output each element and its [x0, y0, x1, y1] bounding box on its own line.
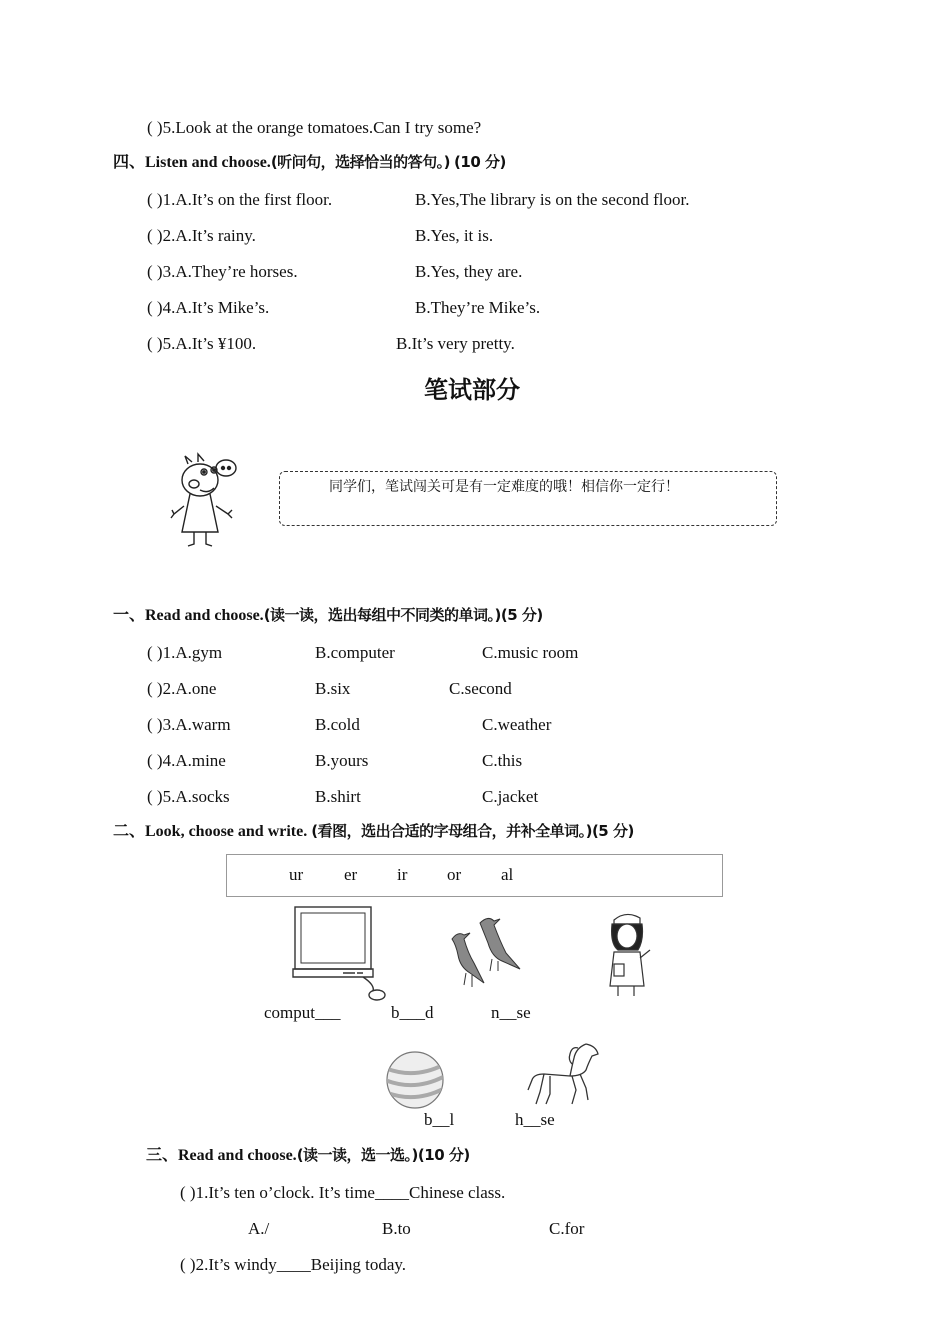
letter-choice: al — [501, 865, 514, 884]
pig-mascot-picture — [170, 454, 242, 548]
part1-heading-cn: (读一读，选出每组中不同类的单词。) — [263, 606, 501, 624]
written-part-title: 笔试部分 — [424, 376, 520, 404]
part1-q1-c: C.music room — [482, 643, 579, 662]
letter-choice: ur — [289, 865, 304, 884]
part3-heading-cn: (读一读，选一选。) — [296, 1146, 418, 1164]
section4-q4-b: B.They’re Mike’s. — [415, 298, 541, 317]
horse-picture — [526, 1040, 602, 1108]
part1-q3-b: B.cold — [315, 715, 360, 734]
word-horse-blank: h__se — [515, 1110, 555, 1129]
word-nurse-blank: n__se — [491, 1003, 531, 1022]
part1-points: (5 分) — [500, 606, 543, 624]
computer-picture — [293, 905, 393, 1003]
word-ball-blank: b__l — [424, 1110, 455, 1129]
part1-q5-b: B.shirt — [315, 787, 361, 806]
part3-q1-option-c: C.for — [549, 1219, 585, 1238]
section4-q5-b: B.It’s very pretty. — [396, 334, 515, 353]
section4-heading — [113, 155, 506, 171]
section4-q2-b: B.Yes, it is. — [415, 226, 494, 245]
tip-box — [279, 471, 777, 526]
part1-q3-a: ( )3.A.warm — [147, 715, 231, 734]
part1-q1-b: B.computer — [315, 643, 395, 662]
section4-points: (10 分) — [454, 153, 506, 171]
section4-heading-en: 四、Listen and choose. — [113, 154, 271, 171]
part1-q4-c: C.this — [482, 751, 523, 770]
part3-q2: ( )2.It’s windy____Beijing today. — [180, 1255, 407, 1274]
part1-q2-a: ( )2.A.one — [147, 679, 217, 698]
part1-q1-a: ( )1.A.gym — [147, 643, 223, 662]
part1-q5-c: C.jacket — [482, 787, 539, 806]
part3-q1: ( )1.It’s ten o’clock. It’s time____Chinese class. — [180, 1183, 506, 1202]
letter-choice: er — [344, 865, 358, 884]
letter-choice: ir — [397, 865, 408, 884]
word-computer-blank: comput___ — [264, 1003, 341, 1022]
part3-heading — [146, 1148, 470, 1164]
letter-choices-box — [226, 854, 723, 897]
part3-points: (10 分) — [417, 1146, 470, 1164]
section4-q4: ( )4.A.It’s Mike’s. — [147, 298, 270, 317]
letter-choice: or — [447, 865, 462, 884]
part3-q1-option-a: A./ — [248, 1219, 270, 1238]
part1-q3-c: C.weather — [482, 715, 552, 734]
tip-text: 同学们，笔试闯关可是有一定难度的哦！相信你一定行！ — [329, 479, 679, 495]
ball-picture — [385, 1050, 445, 1110]
listening-q5: ( )5.Look at the orange tomatoes.Can I try some? — [147, 118, 482, 137]
part2-heading-en: 二、Look, choose and write. — [113, 823, 308, 840]
part3-q1-option-b: B.to — [382, 1219, 411, 1238]
section4-q2: ( )2.A.It’s rainy. — [147, 226, 256, 245]
part2-heading — [113, 824, 634, 840]
birds-picture — [442, 913, 530, 993]
section4-q3: ( )3.A.They’re horses. — [147, 262, 298, 281]
section4-q1-b: B.Yes,The library is on the second floor. — [415, 190, 690, 209]
part1-heading — [113, 608, 543, 624]
part1-heading-en: 一、Read and choose. — [113, 607, 264, 624]
nurse-picture — [604, 910, 656, 998]
section4-q5: ( )5.A.It’s ¥100. — [147, 334, 257, 353]
section4-heading-cn: (听问句，选择恰当的答句。) — [270, 153, 451, 171]
part1-q2-b: B.six — [315, 679, 351, 698]
part1-q4-a: ( )4.A.mine — [147, 751, 226, 770]
part3-heading-en: 三、Read and choose. — [146, 1147, 297, 1164]
part2-heading-cn: (看图，选出合适的字母组合，并补全单词。) — [311, 822, 592, 840]
part1-q5-a: ( )5.A.socks — [147, 787, 230, 806]
word-bird-blank: b___d — [391, 1003, 434, 1022]
section4-q1: ( )1.A.It’s on the first floor. — [147, 190, 333, 209]
section4-q3-b: B.Yes, they are. — [415, 262, 523, 281]
part1-q2-c: C.second — [449, 679, 512, 698]
part2-points: (5 分) — [591, 822, 634, 840]
part1-q4-b: B.yours — [315, 751, 369, 770]
